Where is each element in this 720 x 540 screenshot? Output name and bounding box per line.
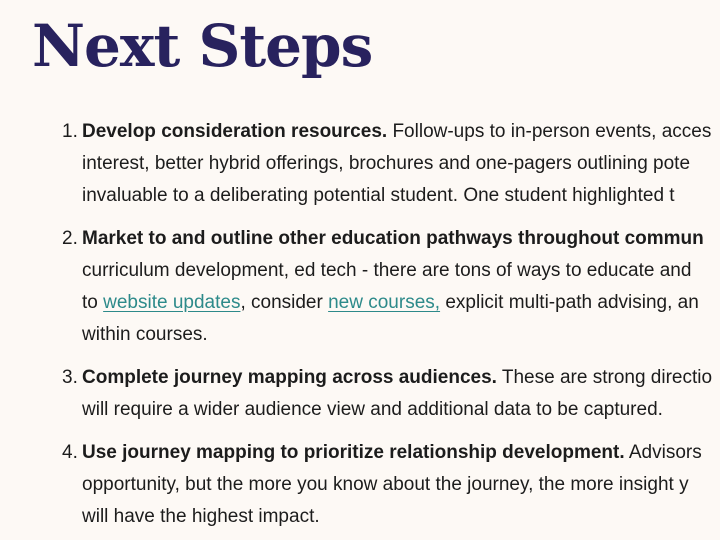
list-item-text: [82, 437, 720, 533]
list-item-text: [82, 223, 720, 351]
text-line: [82, 223, 720, 255]
list-item-text: [82, 116, 720, 212]
text-line: interest, better hybrid offerings, brochures and one-pagers outlining pote: [82, 153, 691, 174]
step-heading: Complete journey mapping across audiences.: [82, 367, 497, 388]
list-item-4: [0, 437, 720, 533]
text-line: will require a wider audience view and additional data to be captured.: [82, 399, 663, 420]
list-number: 3.: [62, 367, 78, 388]
new-courses-link[interactable]: new courses,: [328, 292, 441, 313]
text-line: within courses.: [82, 324, 208, 345]
step-body: , consider: [240, 292, 329, 313]
step-body: to: [82, 292, 104, 313]
step-heading: Develop consideration resources.: [82, 121, 388, 142]
step-heading: Market to and outline other education pathways throughout commun: [82, 228, 704, 249]
list-item-text: [82, 362, 720, 426]
website-updates-link[interactable]: website updates: [103, 292, 241, 313]
text-line: curriculum development, ed tech - there are tons of ways to educate and: [82, 260, 692, 281]
list-item-1: [0, 116, 720, 212]
next-steps-list: [0, 116, 720, 540]
text-line: [82, 437, 720, 469]
step-body: These are strong directio: [496, 367, 713, 388]
page-title: Next Steps: [32, 12, 373, 80]
list-number: 1.: [62, 121, 78, 142]
list-item-3: [0, 362, 720, 426]
text-line: [82, 362, 720, 394]
list-number: 4.: [62, 442, 78, 463]
step-heading: Use journey mapping to prioritize relationship development.: [82, 442, 625, 463]
text-line: [82, 287, 720, 319]
step-body: Follow-ups to in-person events, acces: [387, 121, 712, 142]
text-line: will have the highest impact.: [82, 506, 320, 527]
text-line: invaluable to a deliberating potential student. One student highlighted t: [82, 185, 675, 206]
list-number: 2.: [62, 228, 78, 249]
step-body: explicit multi-path advising, an: [440, 292, 699, 313]
step-body: Advisors: [624, 442, 702, 463]
list-item-2: [0, 223, 720, 351]
text-line: [82, 116, 720, 148]
text-line: opportunity, but the more you know about the journey, the more insight y: [82, 474, 689, 495]
